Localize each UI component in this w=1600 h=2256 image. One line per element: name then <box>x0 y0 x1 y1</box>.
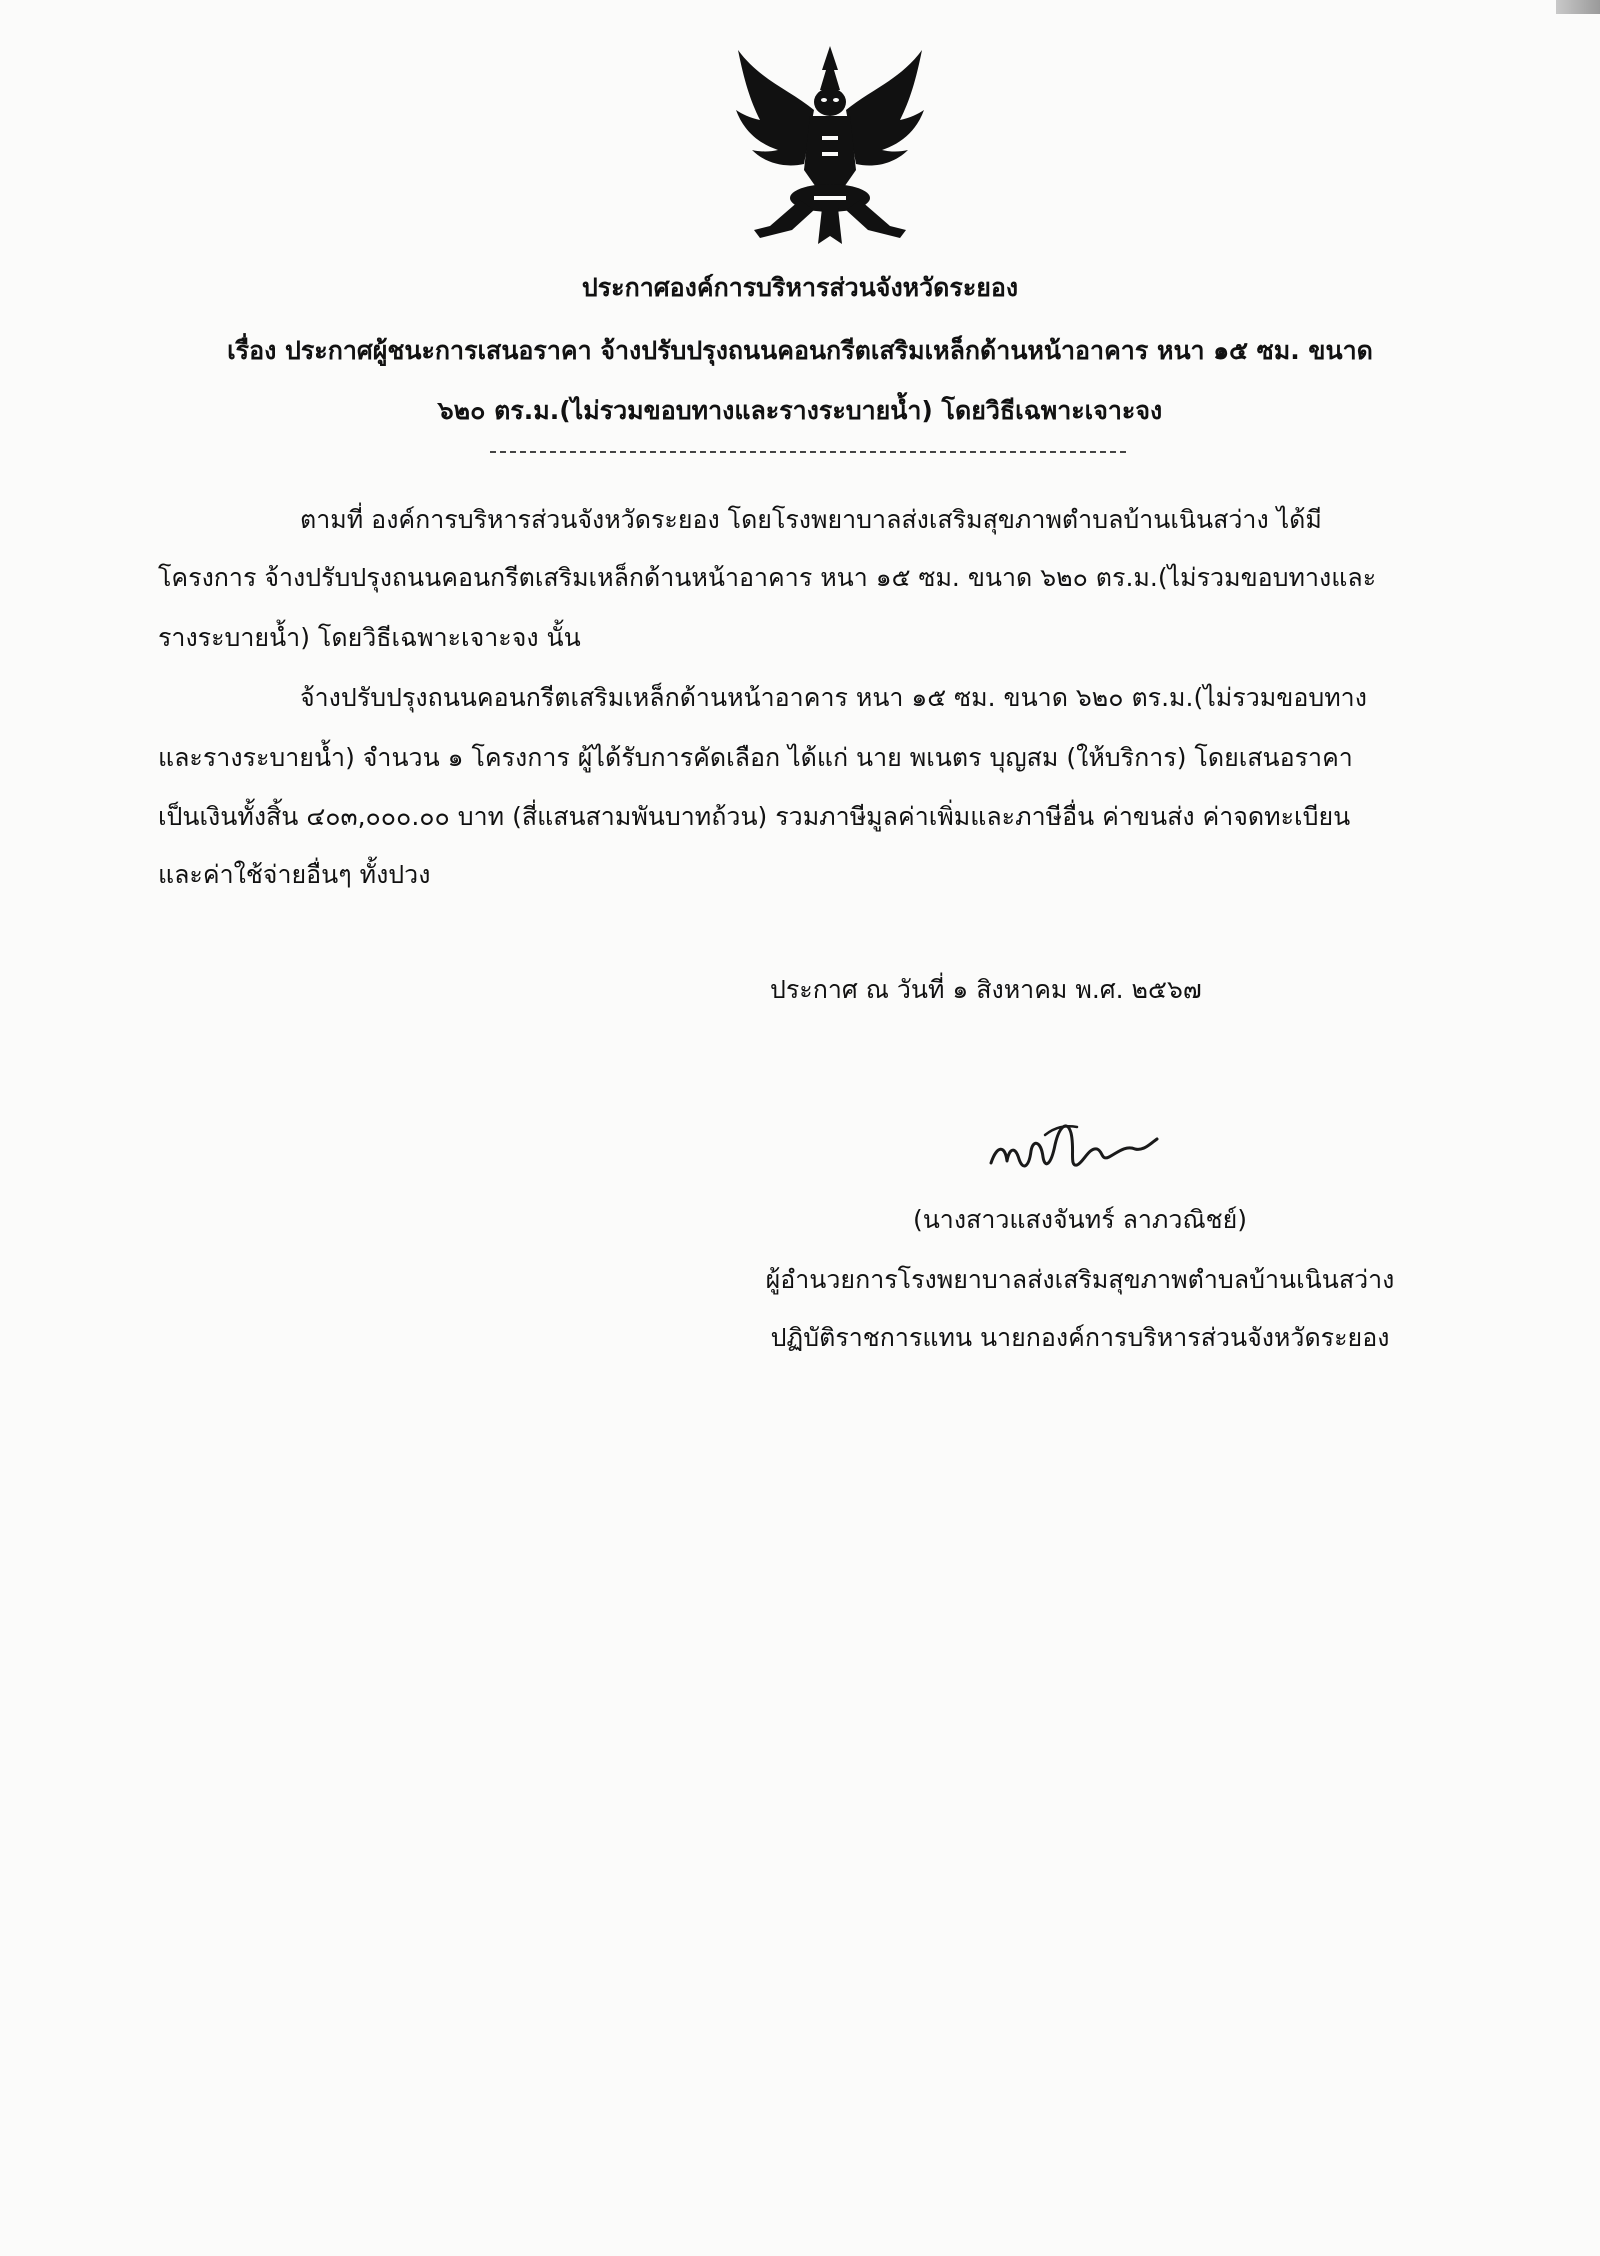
paragraph1-line1: ตามที่ องค์การบริหารส่วนจังหวัดระยอง โดยโรงพยาบาลส่งเสริมสุขภาพตำบลบ้านเนินสว่าง ได้มี <box>300 505 1322 534</box>
signatory-acting-for: ปฏิบัติราชการแทน นายกองค์การบริหารส่วนจังหวัดระยอง <box>770 1323 1390 1352</box>
paragraph2-line4: และค่าใช้จ่ายอื่นๆ ทั้งปวง <box>158 860 431 889</box>
signatory-name: (นางสาวแสงจันทร์ ลาภวณิชย์) <box>912 1205 1248 1234</box>
header-subject-line-1: เรื่อง ประกาศผู้ชนะการเสนอราคา จ้างปรับปรุงถนนคอนกรีตเสริมเหล็กด้านหน้าอาคาร หนา ๑๕ ซม. ขนาด <box>227 336 1373 365</box>
scan-corner-mark <box>1556 0 1600 14</box>
paragraph1-line3: รางระบายน้ำ) โดยวิธีเฉพาะเจาะจง นั้น <box>158 623 581 652</box>
signatory-position: ผู้อำนวยการโรงพยาบาลส่งเสริมสุขภาพตำบลบ้านเนินสว่าง <box>765 1265 1395 1294</box>
garuda-emblem-icon <box>730 40 930 250</box>
paragraph2-line3: เป็นเงินทั้งสิ้น ๔๐๓,๐๐๐.๐๐ บาท (สี่แสนสามพันบาทถ้วน) รวมภาษีมูลค่าเพิ่มและภาษีอื่น ค่าขนส่ง ค่าจดทะเบียน <box>158 802 1351 831</box>
paragraph1-line2: โครงการ จ้างปรับปรุงถนนคอนกรีตเสริมเหล็กด้านหน้าอาคาร หนา ๑๕ ซม. ขนาด ๖๒๐ ตร.ม.(ไม่รวมขอบทางและ <box>158 563 1377 592</box>
header-subject-line-2: ๖๒๐ ตร.ม.(ไม่รวมขอบทางและรางระบายน้ำ) โดยวิธีเฉพาะเจาะจง <box>437 396 1163 425</box>
paragraph2-line1: จ้างปรับปรุงถนนคอนกรีตเสริมเหล็กด้านหน้าอาคาร หนา ๑๕ ซม. ขนาด ๖๒๐ ตร.ม.(ไม่รวมขอบทาง <box>300 683 1367 712</box>
paragraph2-line2: และรางระบายน้ำ) จำนวน ๑ โครงการ ผู้ได้รับการคัดเลือก ได้แก่ นาย พเนตร บุญสม (ให้บริการ) โดยเสนอราคา <box>158 743 1353 772</box>
handwritten-signature <box>985 1105 1165 1185</box>
announcement-date: ประกาศ ณ วันที่ ๑ สิงหาคม พ.ศ. ๒๕๖๗ <box>770 975 1202 1004</box>
header-separator <box>490 451 1126 453</box>
header-title: ประกาศองค์การบริหารส่วนจังหวัดระยอง <box>581 273 1019 302</box>
